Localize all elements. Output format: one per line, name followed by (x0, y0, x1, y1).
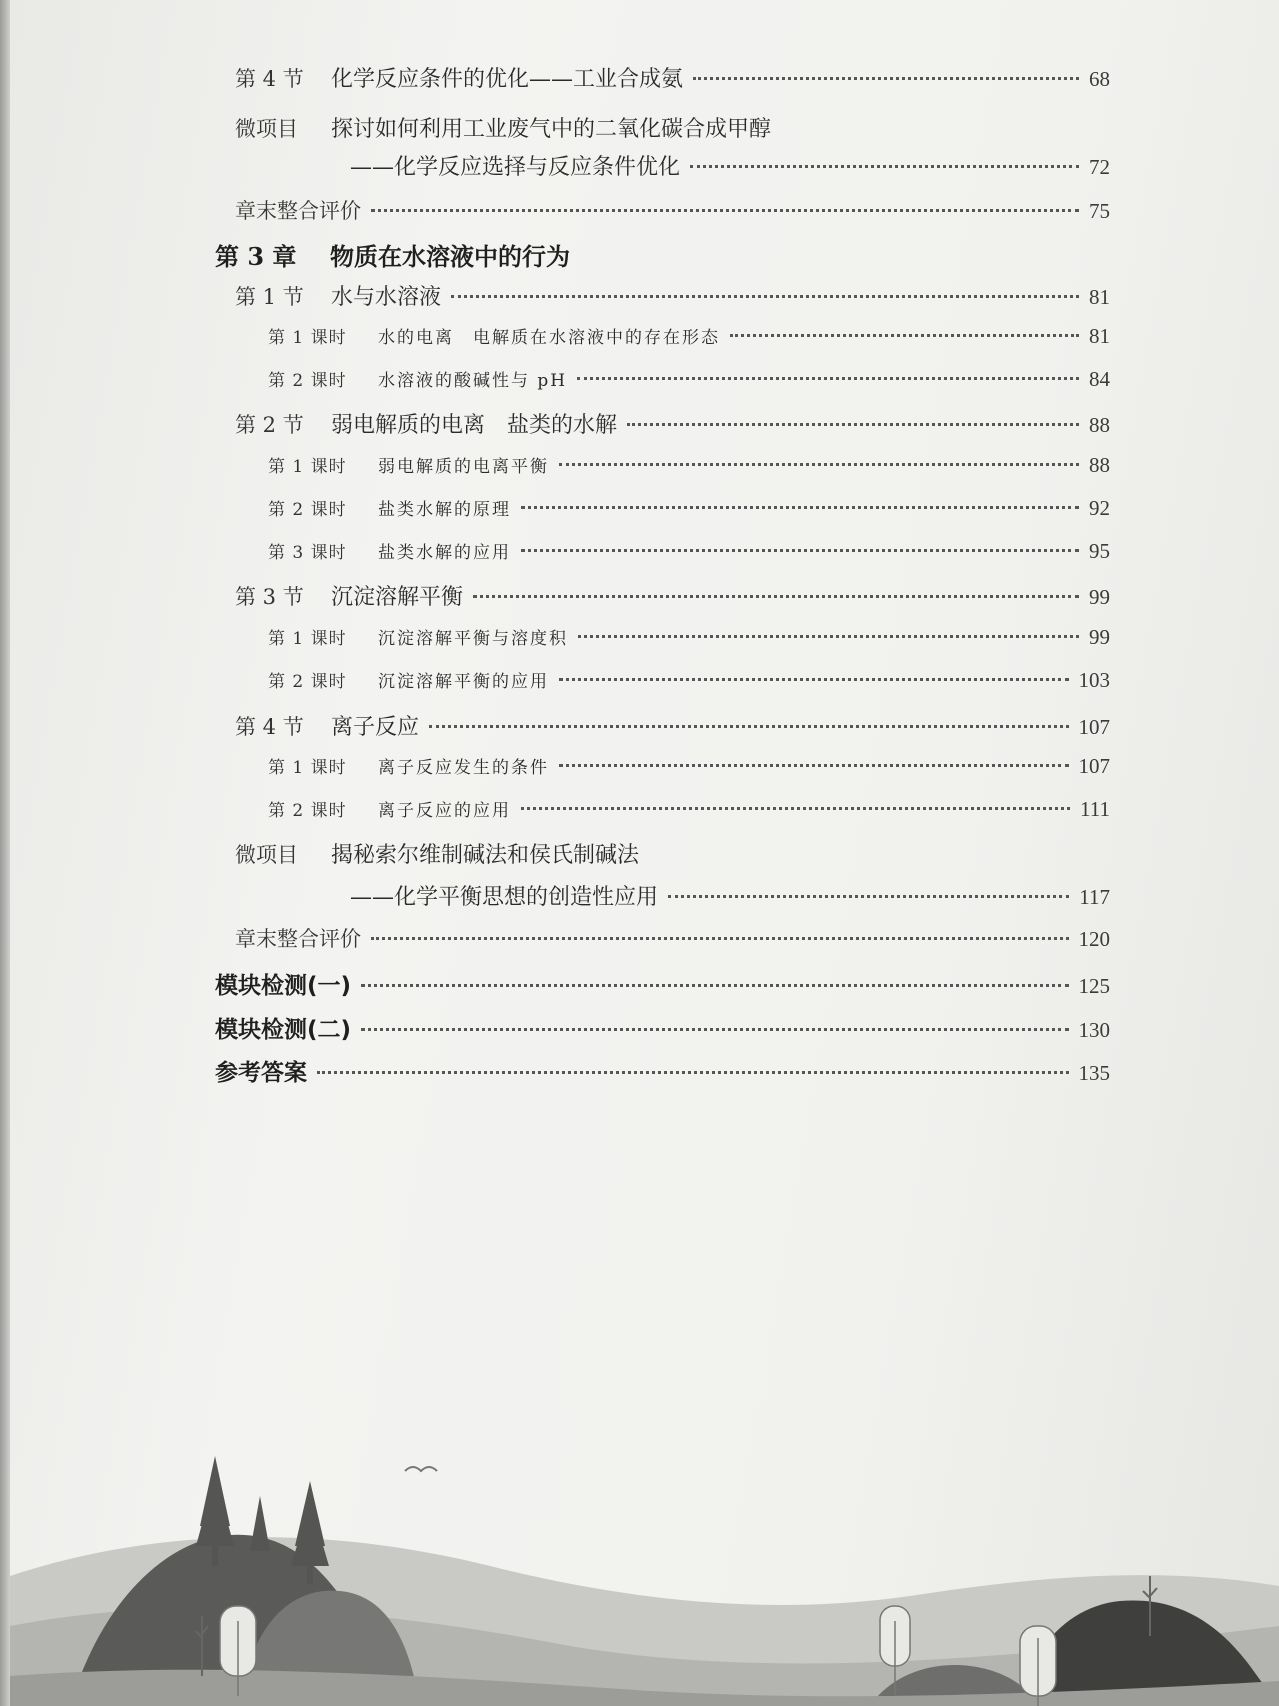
page-number: 68 (1089, 67, 1110, 91)
toc-entry-label: 第 3 课时 (268, 543, 347, 563)
dot-leader (371, 937, 1069, 940)
toc-section-row (350, 150, 1110, 181)
page-number: 130 (1078, 1018, 1110, 1042)
toc-entry-title: 离子反应的应用 (378, 801, 511, 821)
toc-section-row (235, 408, 1110, 439)
page-number: 111 (1080, 797, 1110, 821)
toc-module-row (215, 1011, 1110, 1044)
book-page (10, 0, 1279, 1706)
toc-entry-label: 第 2 课时 (268, 672, 347, 692)
toc-entry-title: 弱电解质的电离 盐类的水解 (331, 413, 618, 438)
dot-leader (627, 423, 1079, 426)
toc-section-row (235, 195, 1110, 225)
toc-entry-title: 沉淀溶解平衡与溶度积 (378, 629, 568, 649)
toc-entry-title: 离子反应 (331, 715, 420, 740)
toc-entry-label: 第 1 课时 (268, 328, 347, 348)
chapter-title: 物质在水溶液中的行为 (330, 243, 570, 271)
dot-leader (690, 165, 1079, 168)
dot-leader (521, 807, 1070, 810)
toc-section-row (235, 838, 1110, 869)
toc-entry-label: 第 3 节 (235, 585, 304, 609)
page-number: 103 (1078, 668, 1110, 692)
toc-entry-label: 章末整合评价 (235, 927, 361, 951)
toc-lesson-row (268, 624, 1110, 650)
chapter-heading (215, 237, 570, 272)
toc-entry-title: 沉淀溶解平衡的应用 (378, 672, 549, 692)
dot-leader (693, 77, 1079, 80)
page-number: 135 (1078, 1061, 1110, 1085)
dot-leader (317, 1071, 1069, 1074)
page-number: 107 (1078, 754, 1110, 778)
dot-leader (730, 334, 1079, 337)
page-number: 99 (1089, 625, 1110, 649)
toc-entry-title: 盐类水解的应用 (378, 543, 511, 563)
toc-section-row (235, 580, 1110, 611)
toc-lesson-row (268, 366, 1110, 392)
toc-section-row (235, 62, 1110, 93)
page-number: 120 (1078, 927, 1110, 951)
page-edge-shadow (0, 0, 10, 1706)
dot-leader (559, 678, 1069, 681)
toc-section-row (350, 880, 1110, 911)
page-number: 95 (1089, 539, 1110, 563)
dot-leader (361, 1028, 1068, 1031)
toc-entry-title: 盐类水解的原理 (378, 500, 511, 520)
toc-entry-title: 水溶液的酸碱性与 pH (378, 371, 568, 391)
toc-entry-label: 章末整合评价 (235, 199, 361, 223)
toc-entry-label: 模块检测(二) (215, 1017, 352, 1043)
toc-module-row (215, 1054, 1110, 1087)
page-number: 72 (1089, 155, 1110, 179)
dot-leader (577, 377, 1079, 380)
toc-entry-title: 沉淀溶解平衡 (331, 585, 464, 610)
toc-entry-label: 微项目 (235, 117, 298, 141)
toc-lesson-row (268, 323, 1110, 349)
page-number: 117 (1079, 885, 1110, 909)
toc-entry-label: 第 1 课时 (268, 457, 347, 477)
toc-entry-label: 微项目 (235, 843, 298, 867)
toc-entry-label: 参考答案 (215, 1060, 307, 1086)
dot-leader (559, 764, 1069, 767)
page-number: 88 (1089, 413, 1110, 437)
toc-entry-title: 水的电离 电解质在水溶液中的存在形态 (378, 328, 720, 348)
dot-leader (361, 984, 1068, 987)
dot-leader (473, 595, 1079, 598)
bird-icon (405, 1467, 437, 1471)
chapter-number: 第 3 章 (215, 242, 297, 271)
dot-leader (521, 549, 1079, 552)
dot-leader (451, 295, 1079, 298)
toc-entry-label: 第 1 课时 (268, 758, 347, 778)
toc-lesson-row (268, 753, 1110, 779)
toc-entry-title: 弱电解质的电离平衡 (378, 457, 549, 477)
toc-entry-title: ——化学平衡思想的创造性应用 (350, 885, 659, 910)
toc-section-row (235, 280, 1110, 311)
page-number: 81 (1089, 285, 1110, 309)
toc-entry-title: 离子反应发生的条件 (378, 758, 549, 778)
dot-leader (429, 725, 1068, 728)
toc-section-row (235, 112, 1110, 143)
toc-entry-label: 第 4 节 (235, 67, 304, 91)
toc-entry-title: 水与水溶液 (331, 285, 442, 310)
page-number: 84 (1089, 367, 1110, 391)
toc-entry-label: 第 2 课时 (268, 371, 347, 391)
toc-entry-title: ——化学反应选择与反应条件优化 (350, 155, 681, 180)
dot-leader (521, 506, 1079, 509)
page-number: 107 (1078, 715, 1110, 739)
toc-entry-label: 第 2 课时 (268, 500, 347, 520)
toc-entry-label: 第 2 节 (235, 413, 304, 437)
toc-lesson-row (268, 667, 1110, 693)
toc-entry-label: 第 1 课时 (268, 629, 347, 649)
toc-entry-title: 探讨如何利用工业废气中的二氧化碳合成甲醇 (331, 117, 772, 142)
page-number: 75 (1089, 199, 1110, 223)
hill-illustration (10, 1376, 1279, 1706)
dot-leader (371, 209, 1079, 212)
toc-lesson-row (268, 495, 1110, 521)
toc-entry-title: 揭秘索尔维制碱法和侯氏制碱法 (331, 843, 640, 868)
toc-lesson-row (268, 796, 1110, 822)
dot-leader (559, 463, 1079, 466)
toc-entry-label: 第 4 节 (235, 715, 304, 739)
page-number: 125 (1078, 974, 1110, 998)
page-number: 92 (1089, 496, 1110, 520)
dot-leader (668, 895, 1069, 898)
page-number: 81 (1089, 324, 1110, 348)
toc-lesson-row (268, 452, 1110, 478)
toc-entry-title: 化学反应条件的优化——工业合成氨 (331, 67, 684, 92)
dot-leader (578, 635, 1079, 638)
toc-entry-label: 模块检测(一) (215, 973, 352, 999)
toc-entry-label: 第 1 节 (235, 285, 304, 309)
page-number: 88 (1089, 453, 1110, 477)
toc-section-row (235, 923, 1110, 953)
toc-module-row (215, 967, 1110, 1000)
toc-section-row (235, 710, 1110, 741)
page-number: 99 (1089, 585, 1110, 609)
toc-entry-label: 第 2 课时 (268, 801, 347, 821)
toc-lesson-row (268, 538, 1110, 564)
